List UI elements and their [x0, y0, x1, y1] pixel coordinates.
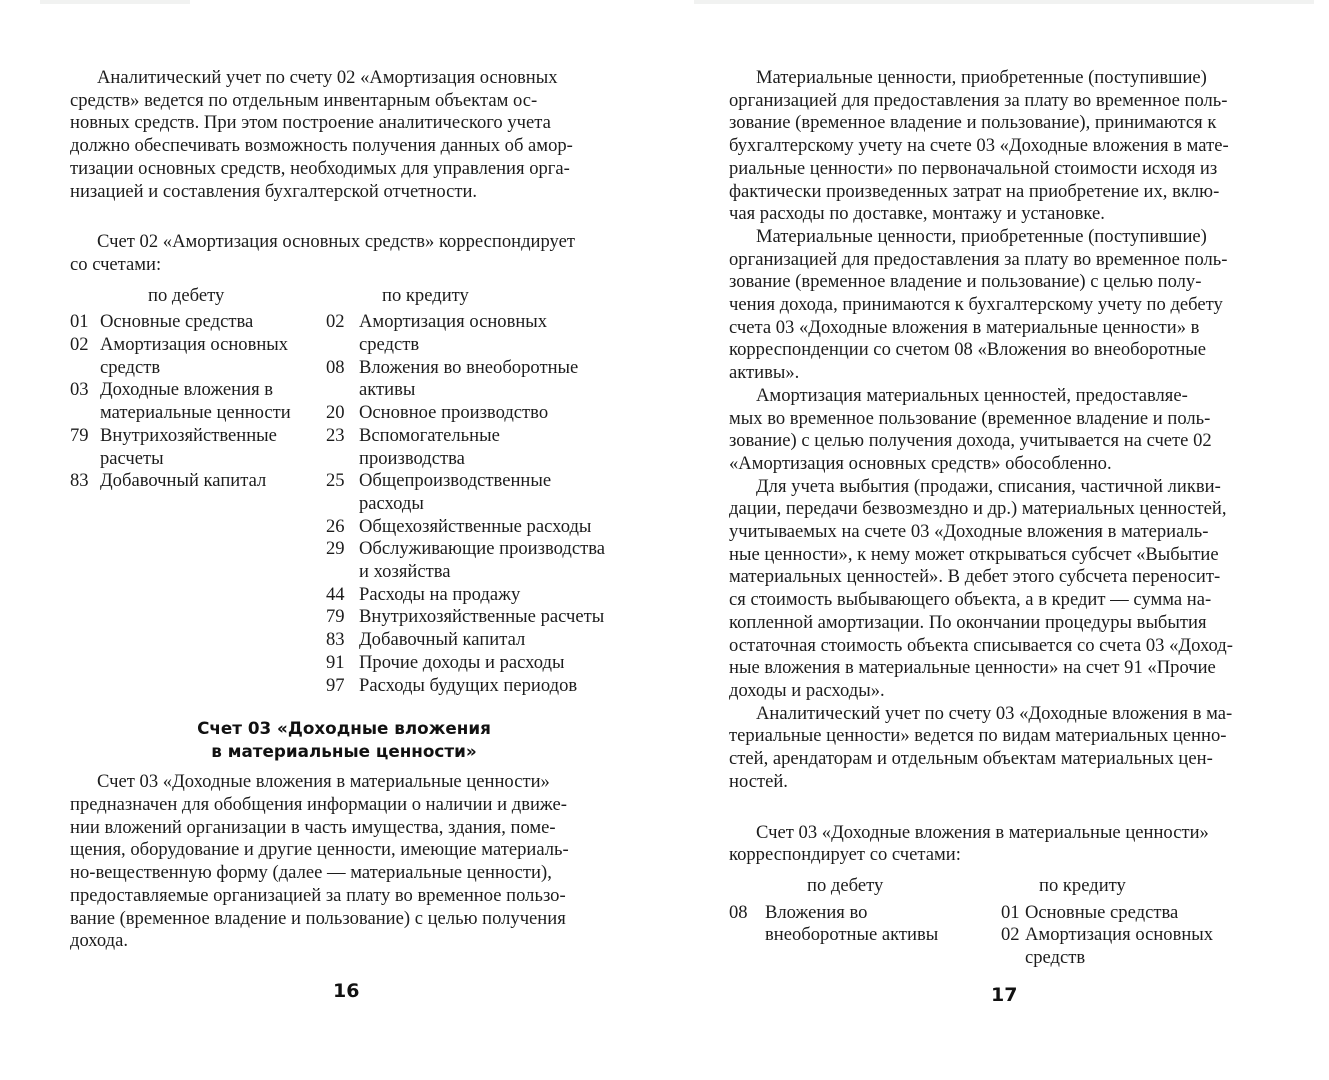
- text-line: Счет 03 «Доходные вложения в материальные ценности»: [756, 821, 1209, 843]
- account-entry: [326, 357, 626, 402]
- text-line: Материальные ценности, приобретенные (поступившие): [756, 67, 1207, 88]
- account-entry: [70, 425, 320, 470]
- account-name: [100, 379, 320, 424]
- account-entry: [1001, 924, 1281, 969]
- page-number: 16: [333, 980, 360, 1002]
- text-line: организацией для предоставления за плату во временное поль-: [729, 248, 1228, 270]
- account-entry: [326, 311, 626, 356]
- account-name: [359, 606, 626, 629]
- account-name: [1025, 924, 1281, 969]
- text-line: чения дохода, принимаются к бухгалтерскому учету по дебету: [729, 294, 1223, 316]
- account-name-line: Добавочный капитал: [359, 629, 526, 651]
- text-line: предоставляемые организацией за плату во временное пользо-: [70, 884, 566, 906]
- debit-header: по дебету: [807, 874, 884, 896]
- text-line: организацией для предоставления за плату во временное поль-: [729, 89, 1228, 111]
- account-entry: [729, 902, 969, 947]
- text-line: ностей.: [729, 770, 788, 792]
- text-line: мых во временное пользование (временное владение и поль-: [729, 407, 1211, 429]
- account-code: 01: [70, 311, 89, 333]
- text-line: остаточная стоимость объекта списывается со счета 03 «Доход-: [729, 634, 1233, 656]
- text-line: ся стоимость выбывающего объекта, а в кредит — сумма на-: [729, 589, 1212, 611]
- text-line: стей, арендаторам и отдельным объектам материальных цен-: [729, 748, 1213, 770]
- account-entry: [70, 311, 320, 334]
- text-line: но-вещественную форму (далее — материальные ценности),: [70, 862, 552, 884]
- text-line: зование) с целью получения дохода, учитывается на счете 02: [729, 430, 1212, 452]
- account-entry: [326, 425, 626, 470]
- account-entry: [326, 675, 626, 698]
- text-line: в материальные ценности»: [211, 741, 477, 762]
- account-entry: [326, 470, 626, 515]
- account-name-line: расчеты: [100, 447, 164, 469]
- account-name-line: Доходные вложения в: [100, 379, 274, 401]
- text-line: ные вложения в материальные ценности» на счет 91 «Прочие: [729, 657, 1216, 679]
- account-code: 97: [326, 674, 345, 696]
- account-name-line: Добавочный капитал: [100, 470, 267, 492]
- account-code: 03: [70, 379, 89, 401]
- account-name-line: Общехозяйственные расходы: [359, 515, 592, 537]
- account-entry: [326, 538, 626, 583]
- text-line: Амортизация материальных ценностей, предоставляе-: [756, 384, 1188, 406]
- paragraph-analytic-account-02: [70, 67, 618, 203]
- text-line: ные ценности», к нему может открываться субсчет «Выбытие: [729, 543, 1219, 565]
- correspondence-header: [70, 285, 618, 308]
- text-line: учитываемых на счете 03 «Доходные вложения в материаль-: [729, 521, 1209, 543]
- account-name: [100, 470, 320, 493]
- account-code: 26: [326, 515, 345, 537]
- account-name-line: Основное производство: [359, 402, 549, 424]
- account-code: 79: [70, 424, 89, 446]
- text-line: активы».: [729, 362, 800, 384]
- text-line: низацией и составления бухгалтерской отчетности.: [70, 180, 478, 202]
- account-name-line: и хозяйства: [359, 561, 451, 583]
- account-name-line: производства: [359, 447, 465, 469]
- account-code: 91: [326, 651, 345, 673]
- paragraph-account-03-purpose: [70, 771, 618, 953]
- right-page: [664, 0, 1329, 1080]
- account-name-line: Общепроизводственные: [359, 470, 552, 492]
- account-name-line: материальные ценности: [100, 402, 291, 424]
- account-code: 25: [326, 470, 345, 492]
- text-line: корреспондирует со счетами:: [729, 844, 961, 866]
- account-name: [359, 425, 626, 470]
- account-name-line: Амортизация основных: [100, 334, 289, 356]
- account-code: 02: [1001, 924, 1020, 946]
- account-entry: [70, 379, 320, 424]
- section-heading-account-03: [70, 717, 618, 763]
- text-line: фактически произведенных затрат на приобретение их, вклю-: [729, 180, 1220, 202]
- account-name-line: Прочие доходы и расходы: [359, 651, 565, 673]
- paragraph-account-02-corresponds: [70, 231, 618, 276]
- text-line: новных средств. При этом построение аналитического учета: [70, 112, 551, 134]
- text-line: Материальные ценности, приобретенные (поступившие): [756, 225, 1207, 247]
- text-line: нии вложений организации в часть имущества, здания, поме-: [70, 816, 556, 838]
- account-name-line: Основные средства: [100, 311, 254, 333]
- paragraph-disposal: [729, 476, 1271, 703]
- text-line: средств» ведется по отдельным инвентарным объектам ос-: [70, 89, 538, 111]
- account-entry: [326, 584, 626, 607]
- account-code: 02: [70, 334, 89, 356]
- account-name-line: Расходы на продажу: [359, 583, 521, 605]
- text-line: тизации основных средств, необходимых для управления орга-: [70, 157, 570, 179]
- account-name-line: Внутрихозяйственные: [100, 424, 277, 446]
- paragraph-acquired-valuables: [729, 67, 1271, 226]
- account-name-line: средств: [100, 356, 161, 378]
- account-name: [100, 425, 320, 470]
- scan-edge: [694, 0, 1314, 4]
- credit-header: по кредиту: [382, 284, 469, 306]
- account-name-line: Основные средства: [1025, 901, 1179, 923]
- account-code: 83: [326, 629, 345, 651]
- account-code: 79: [326, 606, 345, 628]
- text-line: Счет 03 «Доходные вложения: [197, 718, 491, 739]
- text-line: Счет 02 «Амортизация основных средств» корреспондирует: [97, 231, 575, 253]
- account-entry: [70, 334, 320, 379]
- account-code: 08: [729, 901, 748, 923]
- account-name-line: внеоборотные активы: [765, 924, 939, 946]
- account-entry: [326, 606, 626, 629]
- text-line: Аналитический учет по счету 03 «Доходные вложения в ма-: [756, 702, 1233, 724]
- text-line: материальных ценностей». В дебет этого субсчета переносит-: [729, 566, 1221, 588]
- account-entry: [1001, 902, 1281, 925]
- account-name-line: Амортизация основных: [359, 311, 548, 333]
- account-name: [359, 584, 626, 607]
- account-entry: [326, 629, 626, 652]
- text-line: Для учета выбытия (продажи, списания, частичной ликви-: [756, 475, 1221, 497]
- account-name: [359, 402, 626, 425]
- account-name-line: Обслуживающие производства: [359, 538, 605, 560]
- page-number: 17: [991, 984, 1018, 1006]
- account-name: [1025, 902, 1281, 925]
- account-name-line: Вложения во: [765, 901, 868, 923]
- text-line: вание (временное владение и пользование) с целью получения: [70, 907, 566, 929]
- paragraph-account-03-corresponds: [729, 822, 1271, 867]
- correspondence-table: [729, 902, 1271, 972]
- account-entry: [326, 402, 626, 425]
- text-line: териальные ценности» ведется по видам материальных ценно-: [729, 725, 1227, 747]
- text-line: зование (временное владение и пользование) с целью полу-: [729, 271, 1202, 293]
- account-name: [359, 357, 626, 402]
- credit-list: [326, 311, 626, 697]
- debit-header: по дебету: [148, 284, 225, 306]
- account-entry: [70, 470, 320, 493]
- account-name-line: средств: [359, 334, 420, 356]
- text-line: со счетами:: [70, 253, 162, 275]
- left-page-content: [70, 67, 618, 953]
- paragraph-acquired-for-income: [729, 226, 1271, 385]
- account-code: 08: [326, 356, 345, 378]
- text-line: щения, оборудование и другие ценности, имеющие материаль-: [70, 839, 569, 861]
- left-page: [0, 0, 664, 1080]
- text-line: дации, передачи безвозмездно и др.) материальных ценностей,: [729, 498, 1227, 520]
- text-line: бухгалтерскому учету на счете 03 «Доходные вложения в мате-: [729, 135, 1229, 157]
- text-line: риальные ценности» по первоначальной стоимости исходя из: [729, 157, 1218, 179]
- account-entry: [326, 652, 626, 675]
- account-name-line: Внутрихозяйственные расчеты: [359, 606, 605, 628]
- text-line: должно обеспечивать возможность получения данных об амор-: [70, 135, 573, 157]
- account-code: 29: [326, 538, 345, 560]
- account-name: [100, 334, 320, 379]
- text-line: Счет 03 «Доходные вложения в материальные ценности»: [97, 771, 550, 793]
- text-line: зование (временное владение и пользование), принимаются к: [729, 112, 1217, 134]
- credit-header: по кредиту: [1039, 874, 1126, 896]
- account-code: 83: [70, 470, 89, 492]
- text-line: Аналитический учет по счету 02 «Амортизация основных: [97, 67, 558, 88]
- text-line: корреспонденции со счетом 08 «Вложения во внеоборотные: [729, 339, 1207, 361]
- account-name: [359, 675, 626, 698]
- debit-list: [729, 902, 969, 947]
- account-name: [765, 902, 969, 947]
- account-code: 01: [1001, 901, 1020, 923]
- account-code: 44: [326, 583, 345, 605]
- account-name-line: расходы: [359, 492, 424, 514]
- text-line: копленной амортизации. По окончании процедуры выбытия: [729, 611, 1207, 633]
- account-name: [359, 652, 626, 675]
- correspondence-header: [729, 875, 1271, 898]
- text-line: «Амортизация основных средств» обособленно.: [729, 452, 1112, 474]
- text-line: дохода.: [70, 930, 129, 952]
- account-name: [359, 538, 626, 583]
- account-name: [359, 311, 626, 356]
- account-name-line: Расходы будущих периодов: [359, 674, 578, 696]
- account-name: [359, 629, 626, 652]
- account-name-line: Амортизация основных: [1025, 924, 1214, 946]
- debit-list: [70, 311, 320, 493]
- account-code: 20: [326, 402, 345, 424]
- scan-edge: [40, 0, 190, 4]
- text-line: чая расходы по доставке, монтажу и установке.: [729, 203, 1105, 225]
- account-code: 02: [326, 311, 345, 333]
- account-name-line: активы: [359, 379, 416, 401]
- text-line: счета 03 «Доходные вложения в материальные ценности» в: [729, 316, 1200, 338]
- text-line: предназначен для обобщения информации о наличии и движе-: [70, 794, 567, 816]
- account-name: [359, 516, 626, 539]
- account-code: 23: [326, 424, 345, 446]
- correspondence-table: [70, 311, 618, 697]
- right-page-content: [729, 67, 1271, 972]
- account-name-line: Вспомогательные: [359, 424, 500, 446]
- account-name: [359, 470, 626, 515]
- credit-list: [1001, 902, 1281, 970]
- account-name-line: Вложения во внеоборотные: [359, 356, 579, 378]
- paragraph-depreciation: [729, 385, 1271, 476]
- account-name: [100, 311, 320, 334]
- text-line: доходы и расходы».: [729, 679, 885, 701]
- account-name-line: средств: [1025, 947, 1086, 968]
- account-entry: [326, 516, 626, 539]
- paragraph-analytic-account-03: [729, 703, 1271, 794]
